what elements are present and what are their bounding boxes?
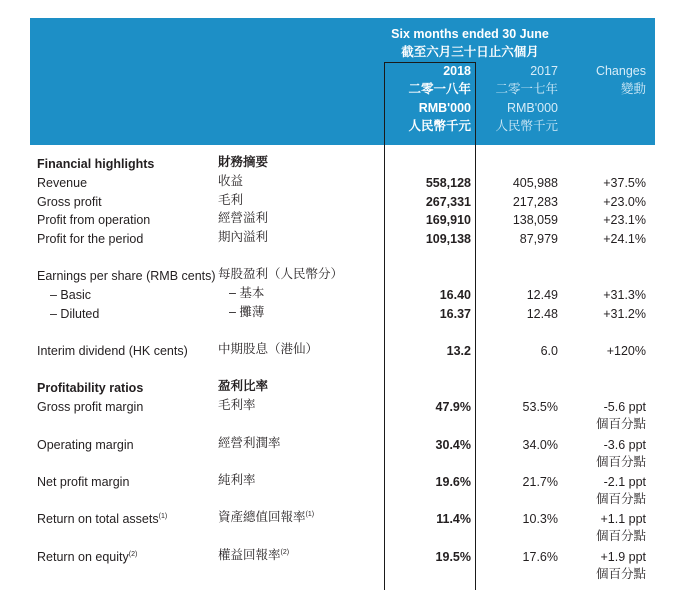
period-title-zh: 截至六月三十日止六個月 <box>401 45 539 59</box>
row-label-net-margin-zh: 純利率 <box>218 473 256 487</box>
period-title-en: Six months ended 30 June <box>391 27 549 41</box>
col-2018-unit-zh: 人民幣千元 <box>408 119 471 133</box>
eps-basic-2018: 16.40 <box>439 288 471 302</box>
col-2018-unit: RMB'000 <box>418 101 471 115</box>
operating-margin-2018: 30.4% <box>435 438 471 452</box>
operating-margin-change: -3.6 ppt <box>603 438 646 452</box>
section-financial-highlights: Financial highlights <box>37 157 155 171</box>
row-label-eps: Earnings per share (RMB cents) <box>37 269 216 283</box>
net-margin-change-zh: 個百分點 <box>595 492 646 506</box>
roa-label-text-zh: 資產總值回報率 <box>218 510 306 524</box>
profit-period-2018: 109,138 <box>425 232 471 246</box>
roe-change-zh: 個百分點 <box>595 567 646 581</box>
table-header-band <box>30 18 655 145</box>
eps-diluted-2017: 12.48 <box>526 307 558 321</box>
section-profitability-ratios: Profitability ratios <box>37 381 144 395</box>
col-changes: Changes <box>595 64 646 78</box>
net-margin-2017: 21.7% <box>522 475 558 489</box>
revenue-change: +37.5% <box>603 176 646 190</box>
col-changes-zh: 變動 <box>620 82 646 96</box>
col-2017-year-zh: 二零一七年 <box>495 82 558 96</box>
col-2017-unit: RMB'000 <box>506 101 558 115</box>
operating-margin-change-zh: 個百分點 <box>595 455 646 469</box>
roe-2017: 17.6% <box>522 550 558 564</box>
roa-change: +1.1 ppt <box>600 512 646 526</box>
interim-dividend-2017: 6.0 <box>540 344 558 358</box>
roa-2018: 11.4% <box>436 512 471 526</box>
net-margin-2018: 19.6% <box>435 475 471 489</box>
operating-margin-2017: 34.0% <box>522 438 558 452</box>
row-label-eps-diluted: – Diluted <box>50 307 100 321</box>
row-label-roe <box>37 549 137 565</box>
row-label-eps-zh: 每股盈利（人民幣分） <box>218 267 344 281</box>
section-financial-highlights-zh: 財務摘要 <box>218 155 269 169</box>
row-label-roa <box>37 511 167 527</box>
roe-label-text-zh: 權益回報率 <box>218 548 281 562</box>
eps-diluted-change: +31.2% <box>603 307 646 321</box>
row-label-profit-period-zh: 期內溢利 <box>218 230 269 244</box>
row-label-gross-margin-zh: 毛利率 <box>218 398 256 412</box>
row-label-gross-margin: Gross profit margin <box>37 400 144 414</box>
roa-footnote-marker-zh: (1) <box>305 510 315 518</box>
gross-margin-change-zh: 個百分點 <box>595 417 646 431</box>
profit-operation-2018: 169,910 <box>425 213 471 227</box>
gross-profit-2018: 267,331 <box>425 195 471 209</box>
row-label-operating-margin: Operating margin <box>37 438 134 452</box>
profit-operation-change: +23.1% <box>603 213 646 227</box>
roa-change-zh: 個百分點 <box>595 529 646 543</box>
row-label-net-margin: Net profit margin <box>37 475 130 489</box>
eps-basic-change: +31.3% <box>603 288 646 302</box>
row-label-roa-zh <box>218 509 314 525</box>
gross-profit-change: +23.0% <box>603 195 646 209</box>
col-2018-year: 2018 <box>443 64 471 78</box>
interim-dividend-change: +120% <box>606 344 646 358</box>
profit-period-2017: 87,979 <box>519 232 558 246</box>
roa-2017: 10.3% <box>522 512 558 526</box>
profit-period-change: +24.1% <box>603 232 646 246</box>
row-label-profit-period: Profit for the period <box>37 232 144 246</box>
row-label-eps-diluted-zh: – 攤薄 <box>229 305 265 319</box>
gross-margin-2018: 47.9% <box>435 400 471 414</box>
roe-footnote-marker-zh: (2) <box>280 548 290 556</box>
row-label-interim-dividend-zh: 中期股息（港仙） <box>218 342 319 356</box>
interim-dividend-2018: 13.2 <box>446 344 471 358</box>
roa-label-text: Return on total assets <box>37 512 159 526</box>
gross-margin-change: -5.6 ppt <box>603 400 646 414</box>
row-label-interim-dividend: Interim dividend (HK cents) <box>37 344 188 358</box>
revenue-2017: 405,988 <box>512 176 558 190</box>
row-label-revenue: Revenue <box>37 176 88 190</box>
row-label-eps-basic-zh: – 基本 <box>229 286 265 300</box>
row-label-profit-operation-zh: 經營溢利 <box>218 211 269 225</box>
net-margin-change: -2.1 ppt <box>603 475 646 489</box>
row-label-profit-operation: Profit from operation <box>37 213 151 227</box>
row-label-gross-profit: Gross profit <box>37 195 102 209</box>
eps-basic-2017: 12.49 <box>526 288 558 302</box>
roe-change: +1.9 ppt <box>600 550 646 564</box>
col-2018-year-zh: 二零一八年 <box>408 82 471 96</box>
profit-operation-2017: 138,059 <box>512 213 558 227</box>
col-2017-year: 2017 <box>530 64 558 78</box>
row-label-revenue-zh: 收益 <box>218 174 244 188</box>
eps-diluted-2018: 16.37 <box>439 307 471 321</box>
revenue-2018: 558,128 <box>425 176 471 190</box>
row-label-operating-margin-zh: 經營利潤率 <box>218 436 281 450</box>
gross-profit-2017: 217,283 <box>512 195 558 209</box>
row-label-gross-profit-zh: 毛利 <box>218 193 244 207</box>
gross-margin-2017: 53.5% <box>522 400 558 414</box>
row-label-eps-basic: – Basic <box>50 288 91 302</box>
roe-footnote-marker: (2) <box>128 550 138 558</box>
roe-2018: 19.5% <box>435 550 471 564</box>
section-profitability-ratios-zh: 盈利比率 <box>218 379 269 393</box>
roe-label-text: Return on equity <box>37 550 129 564</box>
roa-footnote-marker: (1) <box>158 512 168 520</box>
col-2017-unit-zh: 人民幣千元 <box>495 119 558 133</box>
row-label-roe-zh <box>218 547 289 563</box>
